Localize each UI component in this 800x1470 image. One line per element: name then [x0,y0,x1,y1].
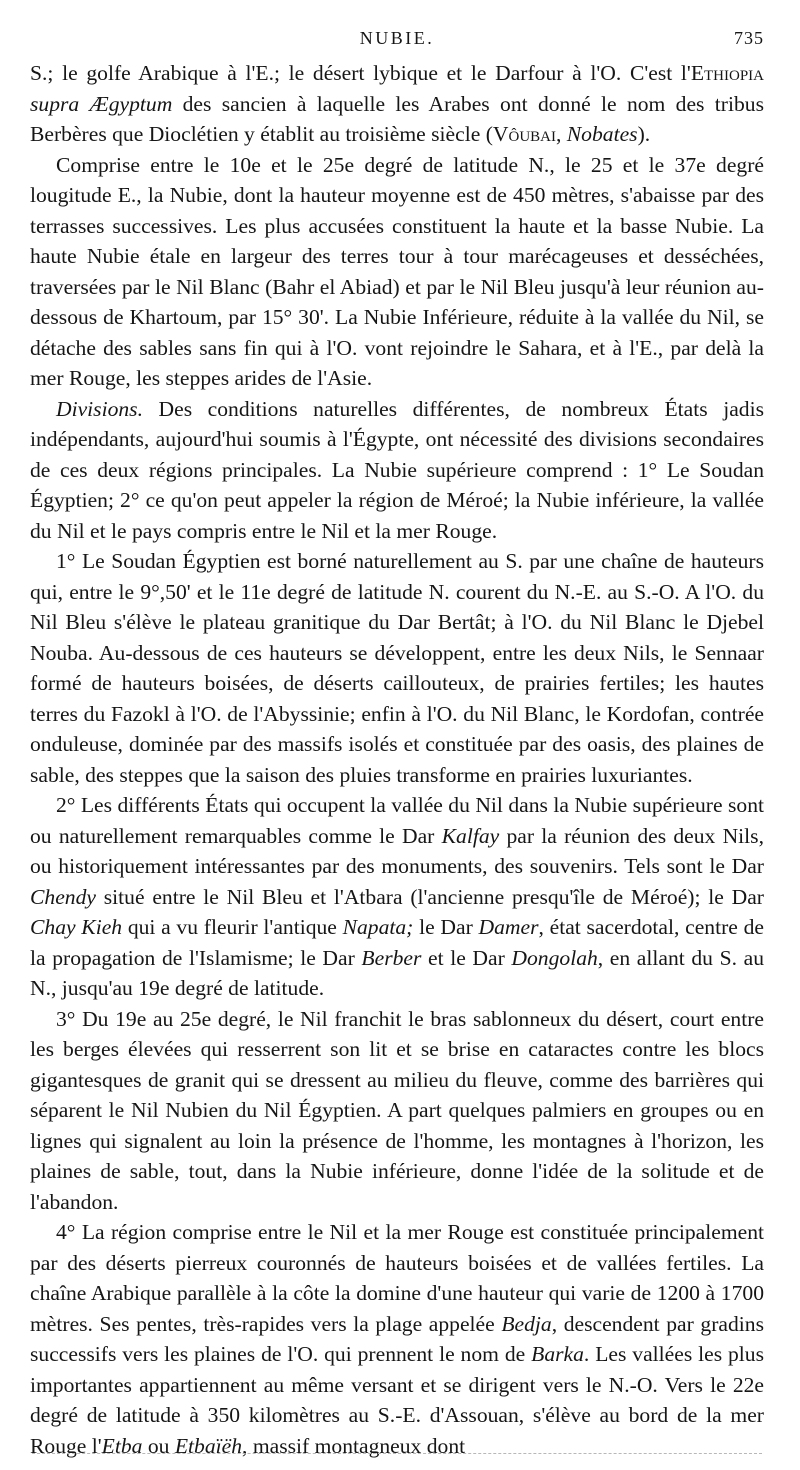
paragraph [30,1004,764,1218]
italic-term: Divisions. [56,396,143,421]
text-run: Comprise entre le 10e et le 25e degré de latitude N., le 25 et le 37e degré lougitude E., la Nubie, dont la hauteur moyenne est de 450 mètres, s'abaisse par des terrasses successives. Les plus accusées constituent la haute et la basse Nubie. La haute Nubie étale en largeur des terres tour à tour marécageuses et desséchées, traversées par le Nil Blanc (Bahr el Abiad) et par le Nil Bleu jusqu'à leur réunion au-dessous de Khartoum, par 15° 30'. La Nubie Inférieure, réduite à la vallée du Nil, se détache des sables sans fin qui à l'O. vont rejoindre le Sahara, et à l'E., par delà la mer Rouge, les steppes arides de l'Asie. [30,152,764,390]
italic-term: Kalfay [441,823,500,848]
running-title: NUBIE. [359,28,435,48]
text-run: 3° Du 19e au 25e degré, le Nil franchit le bras sablonneux du désert, court entre les berges élevées qui resserrent son lit et se brise en cataractes contre les blocs gigantesques de granit qui se dressent au milieu du fleuve, comme des barrières qui séparent le Nil Nubien du Nil Égyptien. A part quelques palmiers en groupes ou en lignes qui signalent au loin la présence de l'homme, les montagnes à l'horizon, les plaines de sable, tout, dans la Nubie inférieure, donne l'idée de la solitude et de l'abandon. [30,1006,764,1214]
text-run: 4° La région comprise entre le Nil et la mer Rouge est constituée principalement par des déserts pierreux couronnés de hauteurs boisées et de vallées fertiles. La chaîne Arabique parallèle à la côte la domine d'une hauteur qui varie de 1200 à 1700 mètres. Ses pentes, très-rapides vers la plage appelée [30,1220,764,1336]
italic-term: Chendy [30,884,96,909]
running-head [30,28,764,54]
small-caps-term: Ethiopia [690,61,764,85]
text-run: , état sacerdotal, centre de la propagation de l'Islamisme; le Dar [30,915,764,970]
paragraph [30,394,764,547]
text-run: . Les vallées les plus importantes appartiennent au même versant et se dirigent vers le N.-O. Vers le 22e degré de latitude à 350 kilomètres au S.-E. d'Assouan, s'élève au bord de la mer Rouge l' [30,1342,765,1458]
body-text [30,58,764,1461]
italic-term: Etbaïëh [174,1433,243,1458]
italic-term: Etba [101,1433,143,1458]
paragraph [30,58,764,150]
page-number: 735 [734,28,764,48]
text-run: par la réunion des deux Nils, ou historiquement intéressantes par des monuments, des souvenirs. Tels sont le Dar [30,823,764,878]
italic-term: Bedja [501,1311,552,1336]
italic-term: Berber [361,945,422,970]
text-run: situé entre le Nil Bleu et l'Atbara (l'ancienne presqu'île de Méroé); le Dar [95,884,764,909]
paragraph [30,546,764,790]
footer-rule [32,1453,762,1454]
text-run: , massif montagneux dont [242,1433,466,1458]
italic-term: Chay Kieh [30,915,123,939]
text-run: le Dar [413,915,479,939]
italic-term: Nobates [566,122,638,146]
italic-term: Dongolah [511,945,598,970]
italic-term: supra Ægyptum [30,91,173,116]
text-run: qui a vu fleurir l'antique [122,915,343,939]
text-run: , descendent par gradins successifs vers les plaines de l'O. qui prennent le nom de [30,1311,764,1366]
text-run: ou [142,1433,175,1458]
italic-term: Damer [478,915,539,939]
text-run: des sancien à laquelle les Arabes ont donné le nom des tribus Berbères que Dioclétien y établit au troisième siècle ( [30,91,764,146]
text-run: S.; le golfe Arabique à l'E.; le désert lybique et le Darfour à l'O. C'est l' [30,61,691,85]
text-run: et le Dar [421,945,512,970]
text-run: , [555,122,567,146]
paragraph [30,1217,764,1461]
paragraph [30,790,764,1004]
text-run: , en allant du S. au N., jusqu'au 19e degré de latitude. [30,945,764,1000]
text-run: 1° Le Soudan Égyptien est borné naturellement au S. par une chaîne de hauteurs qui, entre le 9°,50' et le 11e degré de latitude N. courent du N.-E. au S.-O. A l'O. du Nil Bleu s'élève le plateau granitique du Dar Bertât; à l'O. du Nil Blanc le Djebel Nouba. Au-dessous de ces hauteurs se développent, entre les deux Nils, le Sennaar formé de hauteurs boisées, de déserts caillouteux, de prairies fertiles; les hautes terres du Fazokl à l'O. de l'Abyssinie; enfin à l'O. du Nil Blanc, le Kordofan, contrée onduleuse, dominée par des massifs isolés et constituée par des oasis, des plaines de sable, des steppes que la saison des pluies transforme en prairies luxuriantes. [30,549,764,787]
italic-term: Barka [531,1342,584,1366]
text-run: Des conditions naturelles différentes, de nombreux États jadis indépendants, aujourd'hui soumis à l'Égypte, ont nécessité des divisions secondaires de ces deux régions principales. La Nubie supérieure comprend : 1° Le Soudan Égyptien; 2° ce qu'on peut appeler la région de Méroé; la Nubie inférieure, la vallée du Nil et le pays compris entre le Nil et la mer Rouge. [30,396,764,543]
text-run: 2° Les différents États qui occupent la vallée du Nil dans la Nubie supérieure sont ou naturellement remarquables comme le Dar [30,793,764,848]
text-run: ). [637,122,651,146]
small-caps-term: Vôubai [492,122,556,146]
paragraph [30,150,764,394]
italic-term: Napata; [342,915,414,939]
